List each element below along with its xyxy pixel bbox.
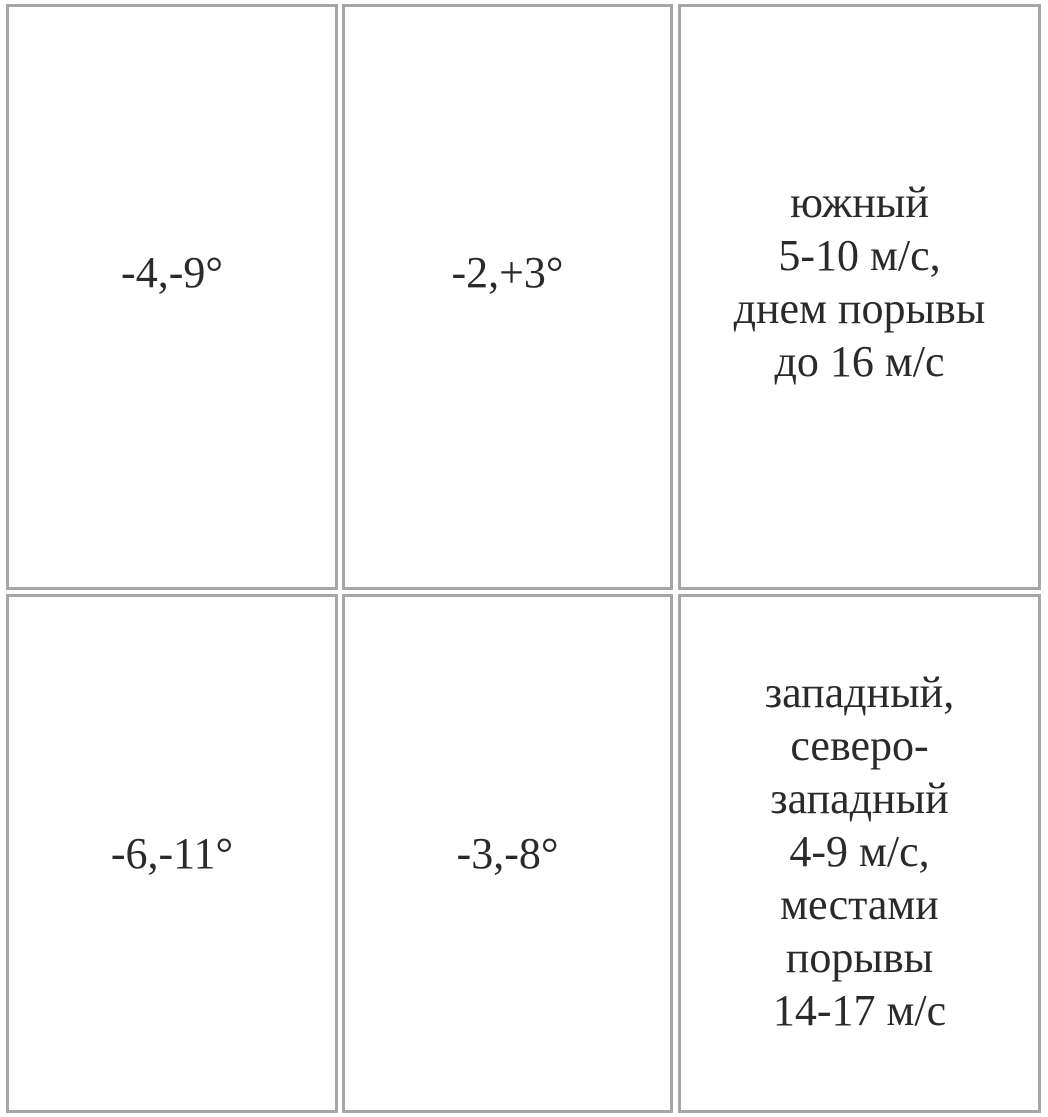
wind-line: западный, — [764, 668, 955, 717]
wind-line: южный — [790, 178, 929, 227]
wind-line: 5-10 м/с, — [778, 231, 941, 280]
wind-line: западный — [770, 774, 949, 823]
wind-line: до 16 м/с — [774, 337, 945, 386]
table-cell-day-temp — [342, 4, 673, 590]
table-cell-night-temp — [6, 594, 338, 1113]
day-temp-value: -2,+3° — [451, 248, 564, 297]
night-temp-value: -4,-9° — [121, 248, 223, 297]
table-cell-night-temp — [6, 4, 338, 590]
day-temp-value: -3,-8° — [456, 828, 559, 878]
wind-line: местами — [780, 880, 939, 929]
wind-line: 4-9 м/с, — [789, 827, 930, 876]
wind-line: порывы — [785, 933, 934, 982]
wind-line: днем порывы — [733, 284, 986, 333]
table-cell-wind — [678, 4, 1041, 590]
night-temp-value: -6,-11° — [110, 828, 234, 878]
wind-line: 14-17 м/с — [772, 986, 947, 1035]
wind-text — [734, 176, 986, 388]
wind-line: северо- — [790, 721, 929, 770]
wind-text — [765, 666, 954, 1037]
table-cell-wind — [678, 594, 1041, 1113]
table-cell-day-temp — [342, 594, 673, 1113]
